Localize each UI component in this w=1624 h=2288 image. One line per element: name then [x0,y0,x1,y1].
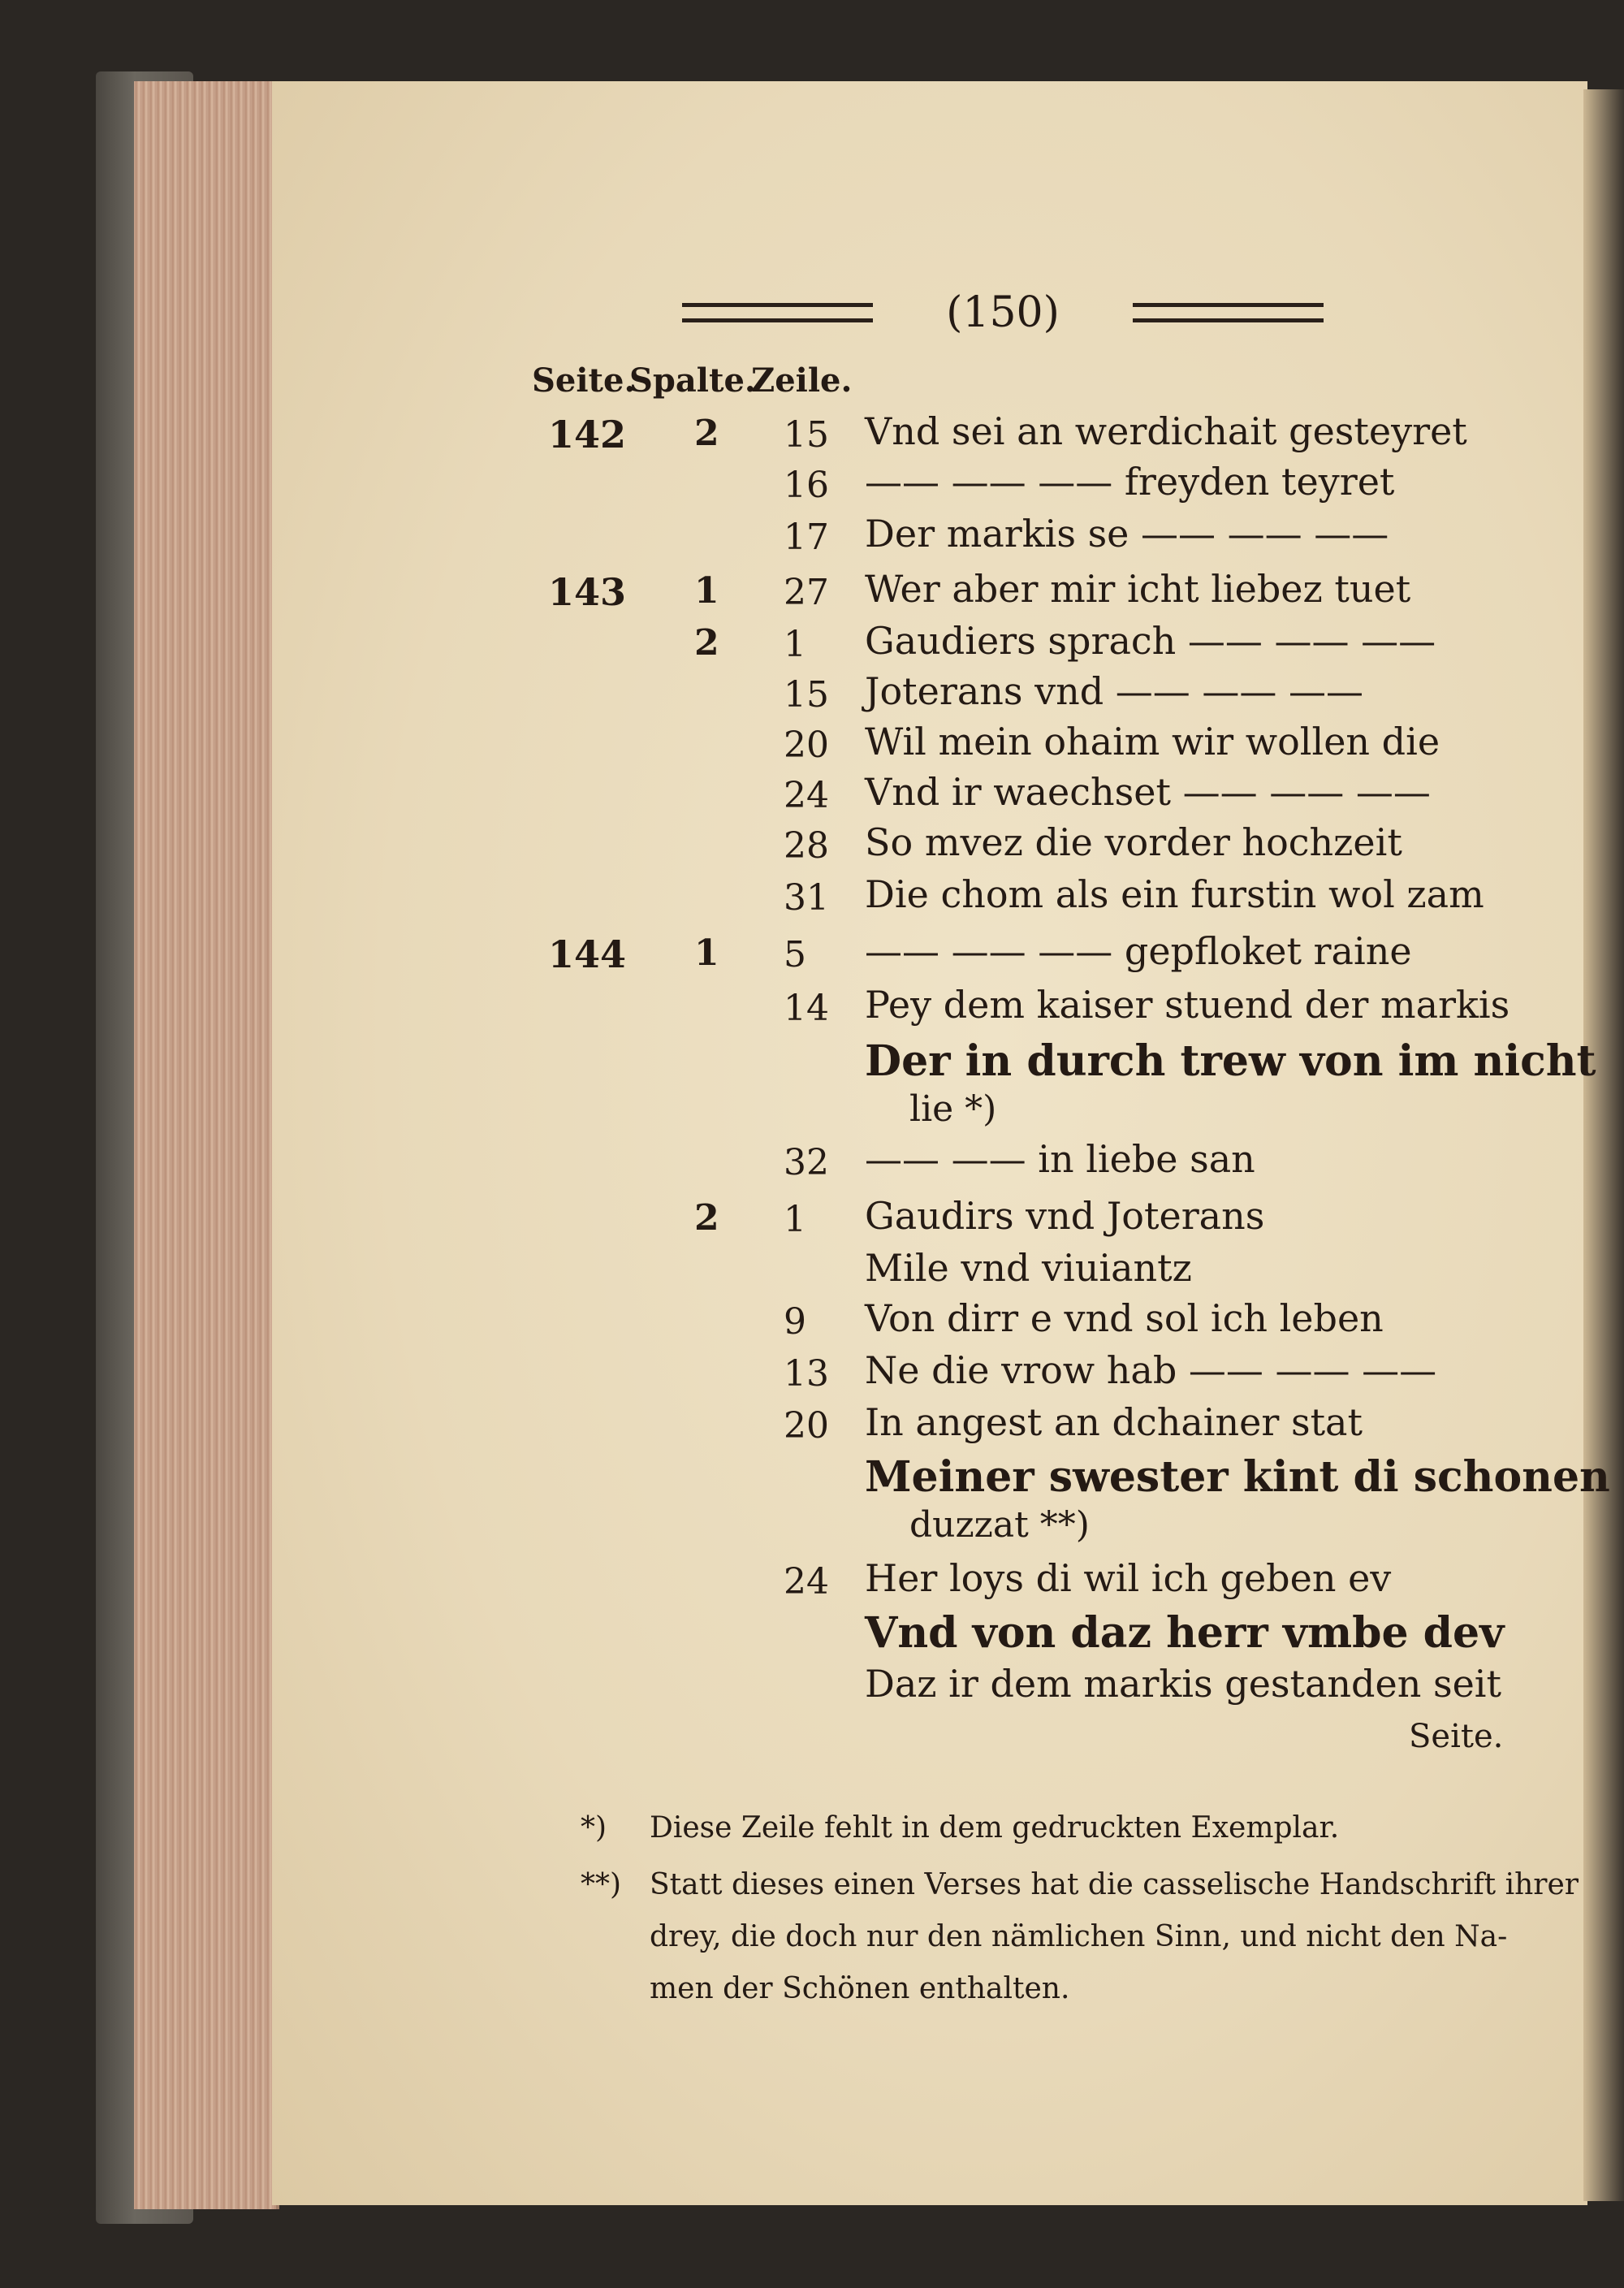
verse-text: Gaudiers sprach —— —— —— [865,619,1436,663]
verse-text: Vnd ir waechset —— —— —— [865,770,1431,814]
verse-text: Wil mein ohaim wir wollen die [865,720,1440,763]
verse-text: —— —— in liebe san [865,1137,1255,1181]
verse-text: Joterans vnd —— —— —— [865,669,1364,713]
page-header [682,280,1324,345]
verse-text: Vnd sei an werdichait gesteyret [865,409,1467,453]
line-ref: 9 [784,1301,806,1343]
verse-continuation: lie *) [909,1088,997,1130]
verse-text: So mvez die vorder hochzeit [865,820,1402,864]
line-ref: 20 [784,1405,829,1447]
line-ref: 28 [784,825,829,867]
catchword: Seite. [1409,1718,1504,1755]
line-ref: 24 [784,1561,829,1602]
verse-text: Ne die vrow hab —— —— —— [865,1348,1437,1392]
line-ref: 15 [784,674,829,716]
footnote-text: Statt dieses einen Verses hat die casselische Handschrift ihrer [650,1868,1579,1901]
verse-text: —— —— —— freyden teyret [865,460,1395,504]
verse-text: Wer aber mir icht liebez tuet [865,567,1411,611]
column-header-column: Spalte. [629,361,756,400]
footnote-mark: *) [581,1811,607,1845]
page-edges [134,81,279,2209]
column-ref: 2 [694,622,719,664]
verse-text: Der markis se —— —— —— [865,512,1389,556]
line-ref: 16 [784,465,829,506]
footnote-mark: **) [581,1868,622,1901]
verse-text: Gaudirs vnd Joterans [865,1194,1265,1238]
line-ref: 13 [784,1353,829,1395]
line-ref: 32 [784,1142,829,1183]
page-ref: 142 [548,413,627,456]
verse-text: Die chom als ein furstin wol zam [865,872,1484,916]
verse-text: —— —— —— gepfloket raine [865,929,1412,973]
page-number: (150) [946,288,1060,337]
verse-continuation: Vnd von daz herr vmbe dev [865,1608,1505,1658]
line-ref: 27 [784,572,829,613]
verse-text: Her loys di wil ich geben ev [865,1556,1392,1600]
header-rule-left [682,303,873,322]
verse-continuation: Mile vnd viuiantz [865,1246,1192,1290]
line-ref: 1 [784,624,806,665]
line-ref: 24 [784,775,829,816]
verse-continuation: Meiner swester kint di schonen [865,1452,1610,1502]
column-ref: 2 [694,1197,719,1239]
line-ref: 20 [784,724,829,766]
line-ref: 31 [784,877,829,919]
page-ref: 144 [548,932,627,976]
line-ref: 17 [784,517,829,558]
column-header-page: Seite. [532,361,636,400]
verse-continuation: duzzat **) [909,1504,1090,1546]
verse-text: Von dirr e vnd sol ich leben [865,1296,1384,1340]
page-gutter [1583,89,1624,2201]
footnote-text: Diese Zeile fehlt in dem gedruckten Exemplar. [650,1811,1340,1845]
column-ref: 2 [694,413,719,454]
page-ref: 143 [548,570,627,614]
column-ref: 1 [694,932,719,974]
footnote-text: men der Schönen enthalten. [650,1972,1070,2005]
column-ref: 1 [694,570,719,612]
verse-text: Pey dem kaiser stuend der markis [865,983,1510,1027]
verse-continuation: Der in durch trew von im nicht [865,1036,1596,1086]
footnote-text: drey, die doch nur den nämlichen Sinn, und nicht den Na- [650,1920,1508,1953]
verse-text: In angest an dchainer stat [865,1400,1363,1444]
header-rule-right [1133,303,1324,322]
line-ref: 5 [784,934,806,975]
column-header-line: Zeile. [751,361,853,400]
line-ref: 15 [784,414,829,456]
line-ref: 14 [784,988,829,1029]
line-ref: 1 [784,1199,806,1240]
verse-continuation: Daz ir dem markis gestanden seit [865,1662,1501,1706]
